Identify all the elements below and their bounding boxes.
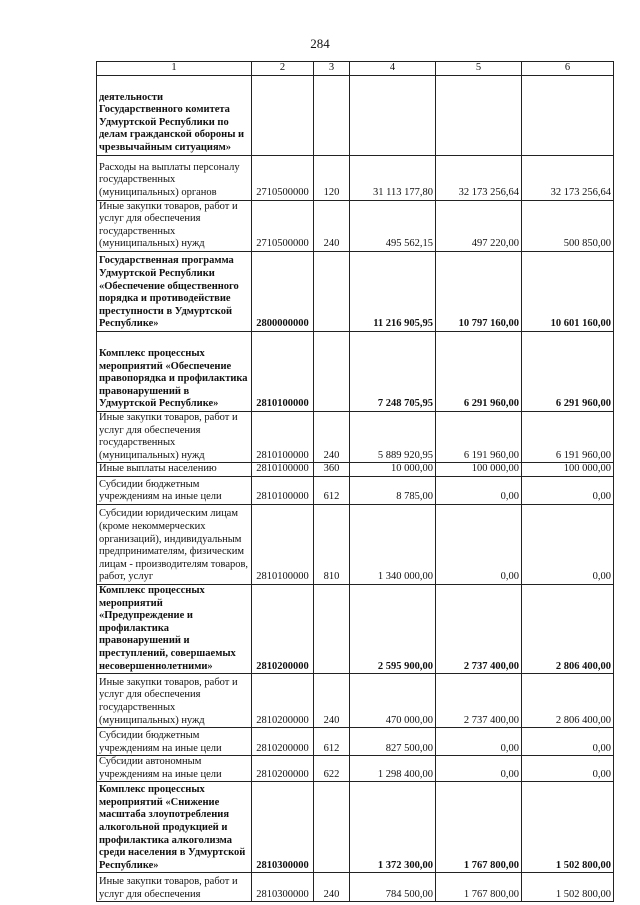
amount-year-2: 0,00 [436,504,522,584]
expense-type: 240 [314,411,350,462]
row-label: Субсидии автономным учреждениям на иные цели [97,756,252,782]
amount-year-1: 827 500,00 [350,728,436,756]
target-code: 2810100000 [252,476,314,504]
row-label: Комплекс процессных мероприятий «Предупреждение и профилактика правонарушений и преступлений, совершаемых несовершеннолетними» [97,584,252,673]
column-header: 6 [522,62,614,76]
budget-table [96,61,614,902]
row-label: Субсидии бюджетным учреждениям на иные цели [97,728,252,756]
amount-year-1: 31 113 177,80 [350,155,436,200]
row-label: Иные закупки товаров, работ и услуг для обеспечения государственных (муниципальных) нужд [97,200,252,251]
amount-year-1: 7 248 705,95 [350,331,436,411]
amount-year-3: 32 173 256,64 [522,155,614,200]
expense-type [314,584,350,673]
column-header: 3 [314,62,350,76]
expense-type [314,251,350,331]
amount-year-1: 11 216 905,95 [350,251,436,331]
amount-year-1: 495 562,15 [350,200,436,251]
amount-year-3: 2 806 400,00 [522,584,614,673]
amount-year-2: 32 173 256,64 [436,155,522,200]
table-row [97,75,614,155]
row-label: Комплекс процессных мероприятий «Снижение масштаба злоупотребления алкогольной продукцией и профилактика алкоголизма среди населения в Удмуртской Республике» [97,782,252,873]
row-label: деятельности Государственного комитета Удмуртской Республики по делам гражданской обороны и чрезвычайным ситуациям» [97,75,252,155]
amount-year-2: 10 797 160,00 [436,251,522,331]
header-row [97,62,614,76]
row-label: Иные закупки товаров, работ и услуг для обеспечения государственных (муниципальных) нужд [97,674,252,728]
amount-year-3: 6 191 960,00 [522,411,614,462]
amount-year-3: 1 502 800,00 [522,873,614,902]
column-header: 5 [436,62,522,76]
column-header: 2 [252,62,314,76]
expense-type: 612 [314,476,350,504]
expense-type: 240 [314,873,350,902]
table-row [97,782,614,873]
table-row [97,200,614,251]
amount-year-2: 0,00 [436,476,522,504]
table-row [97,331,614,411]
row-label: Комплекс процессных мероприятий «Обеспечение правопорядка и профилактика правонарушений в Удмуртской Республике» [97,331,252,411]
table-row [97,756,614,782]
table-row [97,504,614,584]
amount-year-2: 1 767 800,00 [436,782,522,873]
amount-year-1: 2 595 900,00 [350,584,436,673]
target-code: 2710500000 [252,155,314,200]
expense-type: 810 [314,504,350,584]
table-row [97,463,614,477]
amount-year-1: 8 785,00 [350,476,436,504]
expense-type: 622 [314,756,350,782]
amount-year-1: 1 298 400,00 [350,756,436,782]
amount-year-1: 10 000,00 [350,463,436,477]
table-row [97,674,614,728]
table-row [97,873,614,902]
amount-year-3: 0,00 [522,756,614,782]
target-code: 2810100000 [252,411,314,462]
table-row [97,411,614,462]
amount-year-3: 0,00 [522,476,614,504]
expense-type: 240 [314,200,350,251]
column-header: 1 [97,62,252,76]
target-code: 2800000000 [252,251,314,331]
amount-year-2: 2 737 400,00 [436,674,522,728]
expense-type: 612 [314,728,350,756]
amount-year-3: 0,00 [522,504,614,584]
row-label: Расходы на выплаты персоналу государственных (муниципальных) органов [97,155,252,200]
target-code: 2810100000 [252,463,314,477]
amount-year-3: 10 601 160,00 [522,251,614,331]
target-code [252,75,314,155]
amount-year-2: 1 767 800,00 [436,873,522,902]
amount-year-1: 470 000,00 [350,674,436,728]
expense-type [314,75,350,155]
amount-year-2: 0,00 [436,756,522,782]
amount-year-1: 1 372 300,00 [350,782,436,873]
column-header: 4 [350,62,436,76]
expense-type: 240 [314,674,350,728]
amount-year-3: 2 806 400,00 [522,674,614,728]
target-code: 2810300000 [252,782,314,873]
amount-year-1 [350,75,436,155]
amount-year-3: 500 850,00 [522,200,614,251]
amount-year-3: 1 502 800,00 [522,782,614,873]
row-label: Субсидии бюджетным учреждениям на иные цели [97,476,252,504]
expense-type: 120 [314,155,350,200]
amount-year-1: 1 340 000,00 [350,504,436,584]
amount-year-2: 0,00 [436,728,522,756]
target-code: 2810200000 [252,756,314,782]
amount-year-2: 497 220,00 [436,200,522,251]
target-code: 2810200000 [252,584,314,673]
table-row [97,251,614,331]
expense-type [314,782,350,873]
amount-year-1: 784 500,00 [350,873,436,902]
target-code: 2810100000 [252,331,314,411]
row-label: Субсидии юридическим лицам (кроме некоммерческих организаций), индивидуальным предпринимателям, физическим лицам - производителям товаров, работ, услуг [97,504,252,584]
table-row [97,728,614,756]
page-number: 284 [310,36,330,51]
row-label: Иные закупки товаров, работ и услуг для обеспечения [97,873,252,902]
amount-year-1: 5 889 920,95 [350,411,436,462]
target-code: 2710500000 [252,200,314,251]
table-row [97,155,614,200]
amount-year-2: 2 737 400,00 [436,584,522,673]
target-code: 2810100000 [252,504,314,584]
amount-year-2 [436,75,522,155]
amount-year-2: 100 000,00 [436,463,522,477]
row-label: Иные выплаты населению [97,463,252,477]
target-code: 2810200000 [252,728,314,756]
table-row [97,584,614,673]
row-label: Государственная программа Удмуртской Республики «Обеспечение общественного порядка и противодействие преступности в Удмуртской Республике» [97,251,252,331]
amount-year-2: 6 191 960,00 [436,411,522,462]
target-code: 2810300000 [252,873,314,902]
expense-type: 360 [314,463,350,477]
row-label: Иные закупки товаров, работ и услуг для обеспечения государственных (муниципальных) нужд [97,411,252,462]
amount-year-3: 0,00 [522,728,614,756]
amount-year-3 [522,75,614,155]
target-code: 2810200000 [252,674,314,728]
amount-year-3: 100 000,00 [522,463,614,477]
expense-type [314,331,350,411]
amount-year-2: 6 291 960,00 [436,331,522,411]
amount-year-3: 6 291 960,00 [522,331,614,411]
table-row [97,476,614,504]
